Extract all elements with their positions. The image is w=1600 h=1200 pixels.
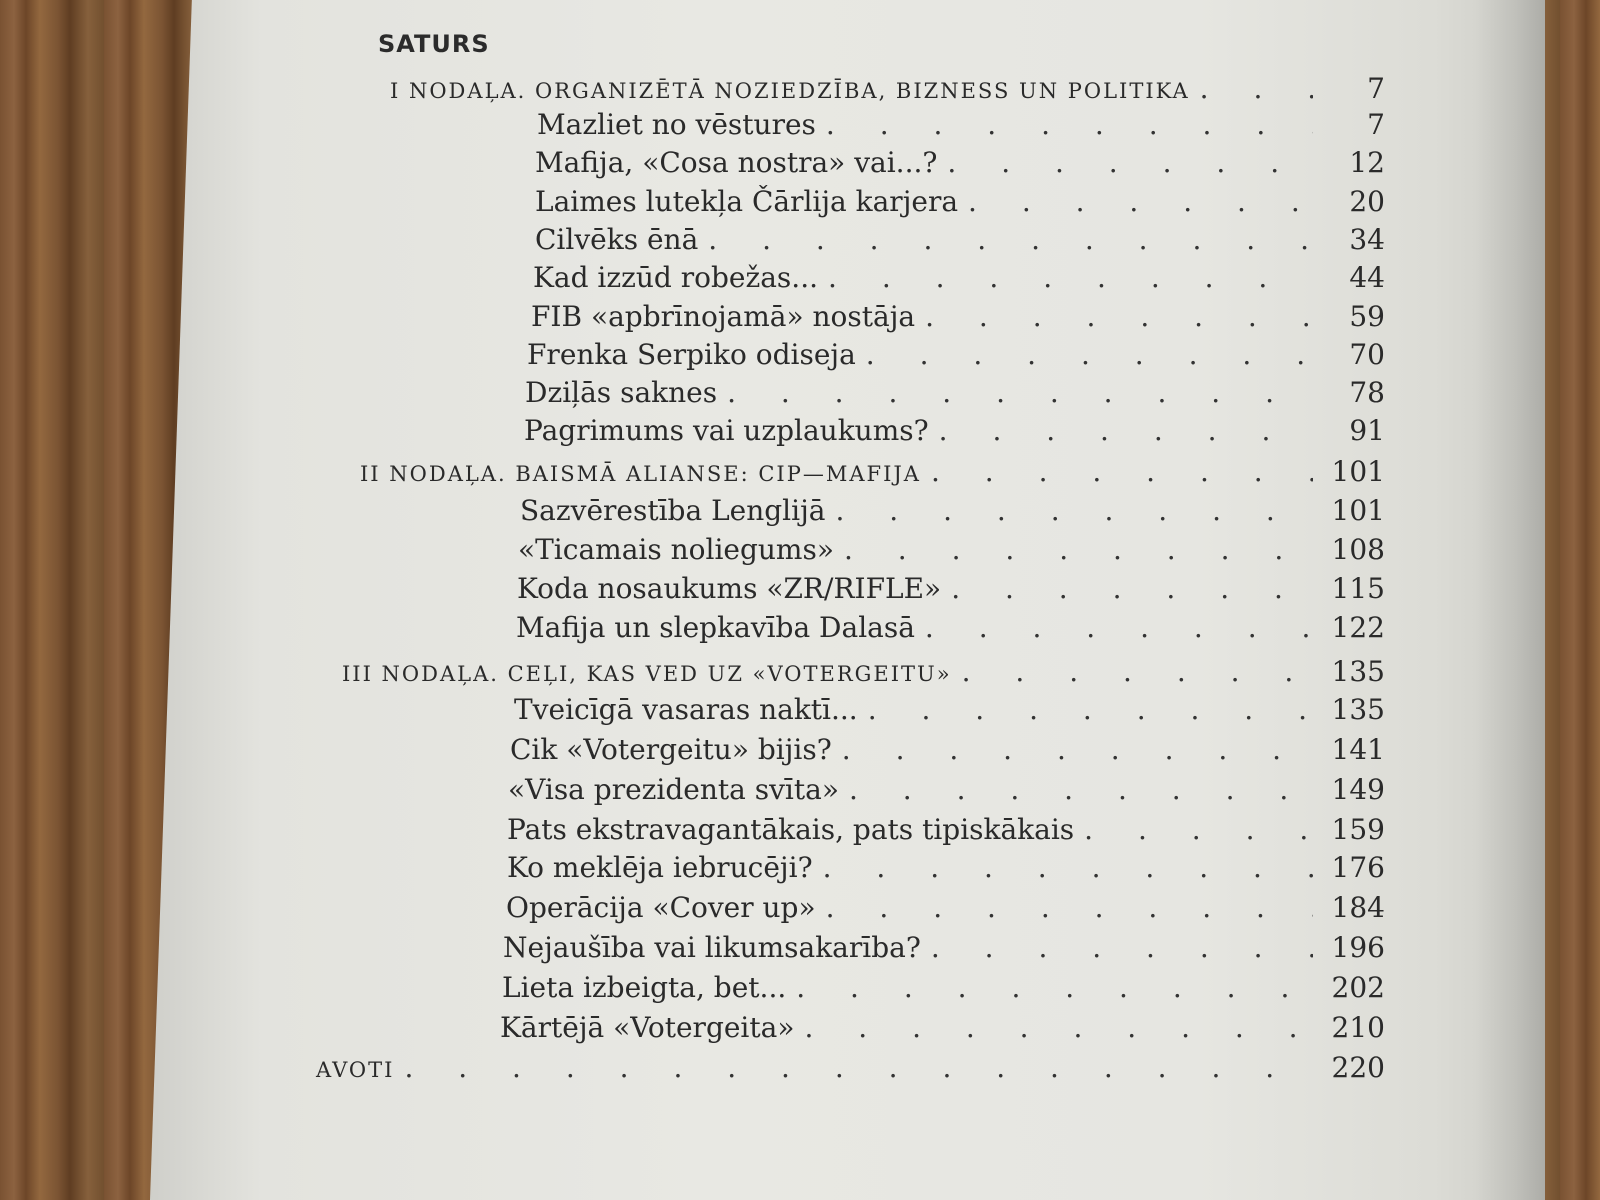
toc-page-number: 210	[1331, 1011, 1385, 1044]
dot-leader	[823, 851, 1313, 884]
toc-title: SATURS	[378, 30, 490, 58]
toc-entry-title: Operācija «Cover up»	[506, 891, 816, 924]
dot-leader	[947, 146, 1313, 179]
toc-chapter-row	[390, 72, 1385, 112]
toc-page-number: 101	[1331, 455, 1385, 488]
toc-entry-title: Pats ekstravagantākais, pats tipiskākais	[507, 813, 1075, 846]
toc-page-number: 115	[1331, 572, 1385, 605]
dot-leader	[939, 414, 1313, 447]
dot-leader	[796, 971, 1313, 1004]
toc-section-row	[502, 971, 1385, 1011]
toc-page-number: 34	[1349, 223, 1385, 256]
toc-section-row	[518, 533, 1385, 573]
toc-page-number: 176	[1331, 851, 1385, 884]
dot-leader	[1084, 813, 1313, 846]
toc-entry-title: AVOTI	[316, 1058, 395, 1082]
toc-section-row	[535, 146, 1385, 186]
toc-section-row	[500, 1011, 1385, 1051]
toc-chapter-row	[316, 1051, 1385, 1091]
toc-page-number: 159	[1331, 813, 1385, 846]
toc-entry-title: II NODAĻA. BAISMĀ ALIANSE: CIP—MAFIJA	[360, 462, 921, 486]
dot-leader	[931, 931, 1313, 964]
toc-entry-title: Dziļās saknes	[525, 376, 718, 409]
toc-entry-title: FIB «apbrīnojamā» nostāja	[531, 300, 916, 333]
toc-section-row	[517, 572, 1385, 612]
toc-section-row	[524, 414, 1385, 454]
dot-leader	[925, 611, 1313, 644]
toc-page-number: 108	[1331, 533, 1385, 566]
toc-page-number: 78	[1349, 376, 1385, 409]
toc-chapter-row	[360, 455, 1385, 495]
toc-entry-title: «Visa prezidenta svīta»	[508, 773, 839, 806]
dot-leader	[931, 455, 1313, 488]
dot-leader	[804, 1011, 1313, 1044]
dot-leader	[968, 185, 1313, 218]
toc-section-row	[507, 851, 1385, 891]
dot-leader	[962, 655, 1313, 688]
toc-page-number: 196	[1331, 931, 1385, 964]
dot-leader	[727, 376, 1313, 409]
toc-page-number: 7	[1367, 72, 1385, 105]
toc-entry-title: Mazliet no vēstures	[537, 108, 816, 141]
toc-section-row	[510, 733, 1385, 773]
toc-entry-title: Ko meklēja iebrucēji?	[507, 851, 813, 884]
toc-section-row	[516, 611, 1385, 651]
dot-leader	[835, 494, 1313, 527]
dot-leader	[828, 261, 1313, 294]
toc-section-row	[535, 185, 1385, 225]
dot-leader	[404, 1051, 1313, 1084]
toc-page-number: 135	[1331, 655, 1385, 688]
toc-entry-title: Frenka Serpiko odiseja	[527, 338, 856, 371]
toc-entry-title: «Ticamais noliegums»	[518, 533, 834, 566]
toc-section-row	[531, 300, 1385, 340]
toc-page-number: 59	[1349, 300, 1385, 333]
dot-leader	[842, 733, 1313, 766]
toc-section-row	[533, 261, 1385, 301]
dot-leader	[1200, 72, 1313, 105]
toc-section-row	[525, 376, 1385, 416]
toc-entry-title: Kad izzūd robežas...	[533, 261, 819, 294]
toc-section-row	[537, 108, 1385, 148]
toc-entry-title: Cilvēks ēnā	[535, 223, 699, 256]
toc-entry-title: Cik «Votergeitu» bijis?	[510, 733, 832, 766]
toc-entry-title: Lieta izbeigta, bet...	[502, 971, 787, 1004]
toc-section-row	[506, 891, 1385, 931]
toc-page-number: 20	[1349, 185, 1385, 218]
toc-section-row	[535, 223, 1385, 263]
toc-section-row	[503, 931, 1385, 971]
toc-page-number: 70	[1349, 338, 1385, 371]
toc-entry-title: Nejaušība vai likumsakarība?	[503, 931, 921, 964]
dot-leader	[826, 891, 1313, 924]
toc-entry-title: Sazvērestība Lenglijā	[520, 494, 826, 527]
toc-page-number: 141	[1331, 733, 1385, 766]
dot-leader	[925, 300, 1313, 333]
dot-leader	[826, 108, 1313, 141]
toc-entry-title: Kārtējā «Votergeita»	[500, 1011, 795, 1044]
toc-entry-title: Tveicīgā vasaras naktī...	[514, 693, 858, 726]
toc-page-number: 44	[1349, 261, 1385, 294]
toc-page-number: 202	[1331, 971, 1385, 1004]
toc-page-number: 12	[1349, 146, 1385, 179]
toc-entry-title: Mafija, «Cosa nostra» vai...?	[535, 146, 938, 179]
toc-section-row	[527, 338, 1385, 378]
toc-entry-title: Koda nosaukums «ZR/RIFLE»	[517, 572, 942, 605]
dot-leader	[849, 773, 1313, 806]
toc-section-row	[507, 813, 1385, 853]
toc-entry-title: I NODAĻA. ORGANIZĒTĀ NOZIEDZĪBA, BIZNESS UN POLITIKA	[390, 79, 1190, 103]
page-curl-shadow	[1475, 0, 1545, 1200]
dot-leader	[868, 693, 1313, 726]
toc-entry-title: III NODAĻA. CEĻI, KAS VED UZ «VOTERGEITU»	[342, 662, 952, 686]
toc-page-number: 7	[1367, 108, 1385, 141]
toc-page-number: 184	[1331, 891, 1385, 924]
toc-chapter-row	[342, 655, 1385, 695]
toc-page-number: 135	[1331, 693, 1385, 726]
dot-leader	[844, 533, 1313, 566]
toc-page-number: 149	[1331, 773, 1385, 806]
toc-page-number: 91	[1349, 414, 1385, 447]
toc-section-row	[514, 693, 1385, 733]
dot-leader	[866, 338, 1313, 371]
dot-leader	[708, 223, 1313, 256]
toc-entry-title: Laimes lutekļa Čārlija karjera	[535, 185, 959, 218]
toc-page-number: 220	[1331, 1051, 1385, 1084]
toc-section-row	[508, 773, 1385, 813]
toc-section-row	[520, 494, 1385, 534]
toc-page-number: 122	[1331, 611, 1385, 644]
toc-entry-title: Pagrimums vai uzplaukums?	[524, 414, 929, 447]
toc-entry-title: Mafija un slepkavība Dalasā	[516, 611, 915, 644]
toc-page-number: 101	[1331, 494, 1385, 527]
dot-leader	[951, 572, 1313, 605]
